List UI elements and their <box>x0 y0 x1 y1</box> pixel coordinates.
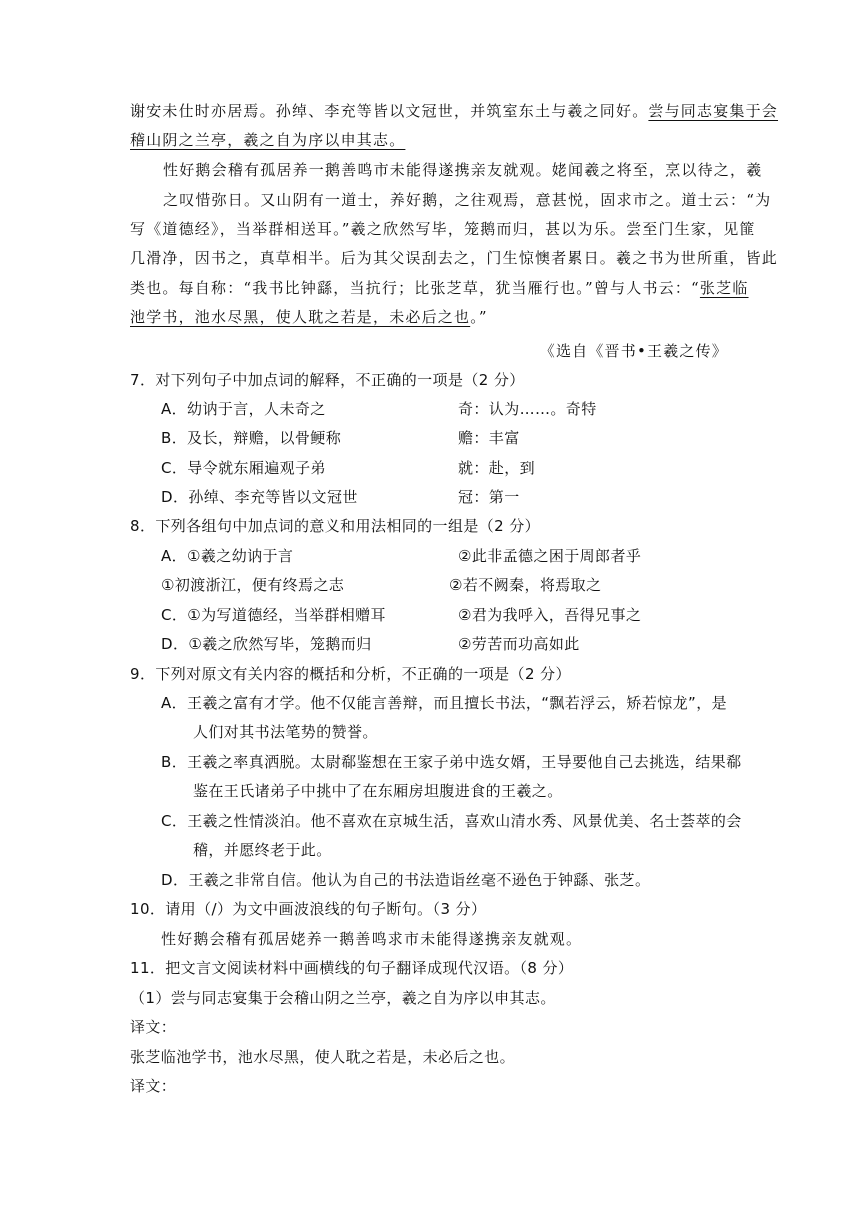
underlined-sentence: 稽山阴之兰亭，羲之自为序以申其志。 <box>130 131 406 149</box>
question-10-stem: 10．请用（/）为文中画波浪线的句子断句。（3 分） <box>130 900 487 918</box>
q7-option-d-gloss: 冠：第一 <box>458 488 520 506</box>
underlined-sentence: 张芝临 <box>699 279 749 297</box>
passage-line: 性好鹅会稽有孤居养一鹅善鸣市未能得遂携亲友就观。姥闻羲之将至，烹以待之，羲 <box>163 161 763 179</box>
passage-line <box>130 306 488 328</box>
passage-line <box>130 129 405 151</box>
question-8-stem: 8．下列各组句中加点词的意义和用法相同的一组是（2 分） <box>130 517 541 535</box>
question-9-stem: 9．下列对原文有关内容的概括和分析，不正确的一项是（2 分） <box>130 665 571 683</box>
q9-option-c-cont: 稽，并愿终老于此。 <box>193 841 332 859</box>
q11-translation-label-2: 译文： <box>130 1077 177 1095</box>
q9-option-b: B．王羲之率真洒脱。太尉郗鉴想在王家子弟中选女婿，王导要他自己去挑选，结果郗 <box>161 753 742 771</box>
question-7-stem: 7．对下列句子中加点词的解释，不正确的一项是（2 分） <box>130 371 525 389</box>
q8-option-d-2: ②劳苦而功高如此 <box>458 635 580 653</box>
q8-option-b-2: ②若不阙秦，将焉取之 <box>449 576 602 594</box>
q8-option-c-1: C．①为写道德经，当举群相赠耳 <box>161 606 386 624</box>
passage-text: 类也。每自称：“我书比钟繇，当抗行；比张芝草，犹当雁行也。”曾与人书云：“ <box>130 279 700 297</box>
q7-option-a-gloss: 奇：认为……。奇特 <box>458 400 597 418</box>
q9-option-a-cont: 人们对其书法笔势的赞誉。 <box>193 723 378 741</box>
passage-line: 写《道德经》，当举群相送耳。”羲之欣然写毕，笼鹅而归，甚以为乐。尝至门生家，见篚 <box>130 220 756 238</box>
q7-option-b-gloss: 赡：丰富 <box>458 429 520 447</box>
passage-line: 之叹惜弥日。又山阴有一道士，养好鹅，之往观焉，意甚悦，固求市之。道士云：“为 <box>163 191 772 209</box>
q8-option-a-1: A．①羲之幼讷于言 <box>161 547 294 565</box>
q7-option-a: A．幼讷于言，人未奇之 <box>161 400 326 418</box>
q8-option-c-2: ②君为我呼入，吾得兄事之 <box>458 606 642 624</box>
q9-option-b-cont: 鉴在王氏诸弟子中挑中了在东厢房坦腹进食的王羲之。 <box>193 782 563 800</box>
q9-option-a: A．王羲之富有才学。他不仅能言善辩，而且擅长书法，“飘若浮云，矫若惊龙”，是 <box>161 694 728 712</box>
q9-option-d: D．王羲之非常自信。他认为自己的书法造诣丝毫不逊色于钟繇、张芝。 <box>161 871 651 889</box>
q10-sentence: 性好鹅会稽有孤居姥养一鹅善鸣求市未能得遂携亲友就观。 <box>161 930 583 948</box>
passage-source: 《选自《晋书•王羲之传》 <box>539 342 728 360</box>
q7-option-d: D．孙绰、李充等皆以文冠世 <box>161 488 358 506</box>
q7-option-b: B．及长，辩赡，以骨鲠称 <box>161 429 342 447</box>
question-11-stem: 11．把文言文阅读材料中画横线的句子翻译成现代汉语。（8 分） <box>130 959 574 977</box>
q8-option-d-1: D．①羲之欣然写毕，笼鹅而归 <box>161 635 372 653</box>
passage-text: 谢安未仕时亦居焉。孙绰、李充等皆以文冠世，并筑室东土与羲之同好。 <box>130 102 649 120</box>
passage-line: 几滑净，因书之，真草相半。后为其父误刮去之，门生惊懊者累日。羲之书为世所重，皆此 <box>130 249 779 267</box>
q9-option-c: C．王羲之性情淡泊。他不喜欢在京城生活，喜欢山清水秀、风景优美、名士荟萃的会 <box>161 812 742 830</box>
q8-option-b-1: ①初渡浙江，便有终焉之志 <box>161 576 345 594</box>
passage-line <box>130 100 778 122</box>
q11-sentence-2: 张芝临池学书，池水尽黑，使人耽之若是，未必后之也。 <box>130 1048 516 1066</box>
q8-option-a-2: ②此非孟德之困于周郎者乎 <box>458 547 642 565</box>
underlined-sentence: 尝与同志宴集于会 <box>648 102 779 120</box>
passage-text: 。” <box>470 308 488 326</box>
q11-sentence-1: （1）尝与同志宴集于会稽山阴之兰亭，羲之自为序以申其志。 <box>130 989 556 1007</box>
q7-option-c-gloss: 就：赴，到 <box>458 459 536 477</box>
q7-option-c: C．导令就东厢遍观子弟 <box>161 459 326 477</box>
q11-translation-label-1: 译文： <box>130 1018 177 1036</box>
passage-line <box>130 277 749 299</box>
underlined-sentence: 池学书，池水尽黑，使人耽之若是，未必后之也 <box>130 308 471 326</box>
